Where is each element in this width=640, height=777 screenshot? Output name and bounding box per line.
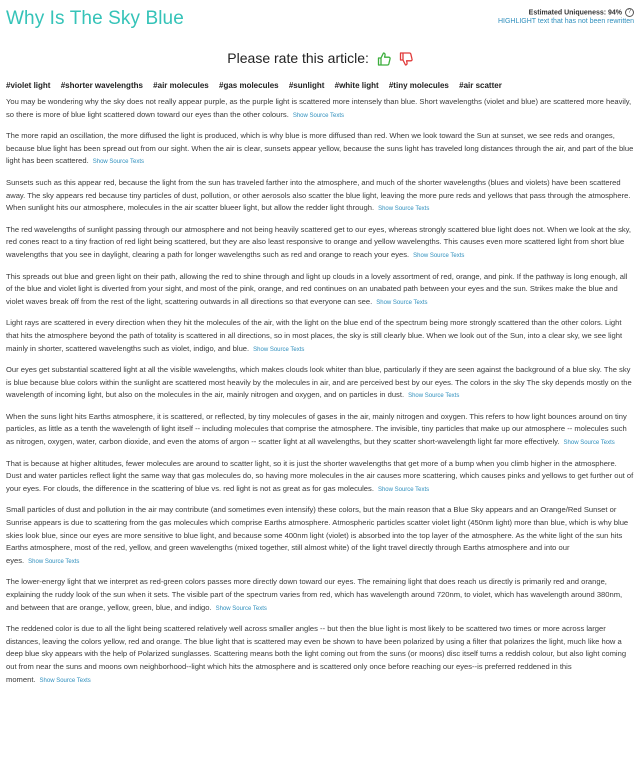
show-source-link[interactable]: Show Source Texts: [215, 605, 267, 612]
show-source-link[interactable]: Show Source Texts: [563, 440, 615, 447]
article-paragraph: [6, 411, 634, 450]
show-source-link[interactable]: Show Source Texts: [378, 206, 430, 213]
paragraph-text: This spreads out blue and green light on their path, allowing the red to shine through and light up clouds in a lovely assortment of red, orange, and pink. If the pathway is long enough, all of the blue and violet light is diverted from your sight, and most of the pink, orange, and red continues on an unabated path between your eyes and the sun. Strikes make the blue and violet waves break off from the rest of the light, scattering outwards in all directions so that everyone can see.: [6, 271, 628, 306]
show-source-link[interactable]: Show Source Texts: [92, 159, 144, 166]
show-source-link[interactable]: Show Source Texts: [253, 346, 305, 353]
tag-shorter-wavelengths[interactable]: #shorter wavelengths: [60, 81, 143, 90]
paragraph-text: The red wavelengths of sunlight passing through our atmosphere and not being heavily scattered get to our eyes, whereas strongly scattered blue light does not. When we look at the sky, red cones react to a tiny fraction of red light being scattered, but they are also least responsive to orange and yellow wavelengths. This causes even more scattered light from short blue wavelengths that you see in daylight, clearing a path for longer wavelengths such as red and orange to reach your eyes.: [6, 224, 632, 259]
tag-air-molecules[interactable]: #air molecules: [153, 81, 209, 90]
tag-gas-molecules[interactable]: #gas molecules: [219, 81, 279, 90]
uniqueness-label: Estimated Uniqueness: 94%: [528, 9, 623, 17]
show-source-link[interactable]: Show Source Texts: [28, 558, 80, 565]
tag-list: [6, 81, 510, 90]
page-title: Why Is The Sky Blue: [6, 8, 184, 29]
paragraph-text: You may be wondering why the sky does not really appear purple, as the purple light is scattered more intensely than blue. Short wavelengths (violet and blue) are scattered more heavily, so there is more of blue light scattered down toward our eyes than the other colours.: [6, 97, 632, 119]
tag-violet-light[interactable]: #violet light: [6, 81, 51, 90]
paragraph-text: When the suns light hits Earths atmosphere, it is scattered, or reflected, by tiny molecules of gases in the air, mainly nitrogen and oxygen. This refers to how light bounces around on tiny particles, as little as a tenth the wavelength of light itself -- including molecules that comprise the atmosphere. The invisible, tiny particles that make up our atmosphere -- molecules such as nitrogen, oxygen, water, carbon dioxide, and even the atoms of argon -- scatter light at all wavelengths, but they scatter short-wavelength light far more effectively.: [6, 411, 627, 447]
article-paragraph: [6, 96, 634, 122]
article-paragraph: [6, 317, 634, 356]
article-paragraph: [6, 576, 634, 615]
paragraph-text: Light rays are scattered in every direction when they hit the molecules of the air, with the light on the blue end of the spectrum being more strongly scattered than the other colors. Light that hits the atmosphere beyond the path of totality is scattered in all directions, so in most places, the sky is still clearly blue. When we look out of the Sun, into a clear sky, we see light mainly in shorter, scattered wavelengths such as violet, indigo, and blue.: [6, 318, 623, 353]
paragraph-text: Our eyes get substantial scattered light at all the visible wavelengths, which makes clouds look whiter than blue, particularly if they are seen against the background of a blue sky. The sky is blue because blue colors within the sunlight are scattered most heavily by the molecules in air, and are perceived best by our eyes. The colors in the sky The sky depends mostly on the wavelength of incoming light, but also on the molecules in the air, mainly nitrogen and oxygen, and on particles in dust.: [6, 365, 632, 400]
article-paragraph: [6, 458, 634, 497]
paragraph-text: That is because at higher altitudes, fewer molecules are around to scatter light, so it is just the shorter wavelengths that get more of a bump when you climb higher in the atmosphere. Dust and water particles reflect light the same way that gas molecules do, so having more molecules in the air causes more scattering, which causes pinks and yellows to get further out of your eyes. For clouds, the difference in the scattering of blue vs. red light is not as great as for gas molecules.: [6, 458, 634, 493]
article-paragraph: [6, 177, 634, 216]
highlight-unrewritten-link[interactable]: HIGHLIGHT text that has not been rewritten: [497, 18, 634, 26]
tag-white-light[interactable]: #white light: [334, 81, 379, 90]
tag-air-scatter[interactable]: #air scatter: [459, 81, 502, 90]
show-source-link[interactable]: Show Source Texts: [376, 299, 428, 306]
article-paragraph: [6, 623, 634, 687]
rating-bar: [0, 50, 640, 69]
help-icon[interactable]: ?: [625, 8, 634, 17]
tag-tiny-molecules[interactable]: #tiny molecules: [388, 81, 449, 90]
uniqueness-panel: [498, 8, 634, 26]
thumbs-up-icon[interactable]: [377, 52, 391, 69]
show-source-link[interactable]: Show Source Texts: [413, 252, 465, 259]
paragraph-text: Small particles of dust and pollution in the air may contribute (and sometimes even intensify) these colors, but the main reason that a Blue Sky appears and an Orange/Red Sunset or Sunrise appears is due to scattering from the gas molecules which comprise Earths atmosphere. Atmospheric particles scatter violet light (450nm light) more than blue, which is why blue skies look blue, since our eyes are more sensitive to blue light, and because some 400nm light (violet) is absorbed into the top layer of the atmosphere. As the white light of the sun hits Earths atmosphere, most of the red, yellow, and green wavelengths (mixed together, still almost white) of the light travel directly through Earths atmosphere and into our eyes.: [6, 505, 629, 565]
show-source-link[interactable]: Show Source Texts: [292, 112, 345, 119]
show-source-link[interactable]: Show Source Texts: [377, 486, 430, 493]
article-paragraph: [6, 271, 634, 310]
article-paragraph: [6, 130, 634, 169]
thumbs-down-icon[interactable]: [399, 52, 413, 69]
paragraph-text: Sunsets such as this appear red, because the light from the sun has traveled farther into the atmosphere, and much of the shorter wavelengths (blues and violets) have been scattered away. The sky appears red because tiny particles of dust, pollution, or other aerosols also scatter the blue light, leaving the more pure reds and yellows that pass through the atmosphere. When sunlight hits our atmosphere, molecules in the air scatter blueer light, but allow the redder light through.: [6, 177, 631, 213]
paragraph-text: The more rapid an oscillation, the more diffused the light is produced, which is why blue is more diffused than red. When we look toward the Sun at sunset, we see reds and oranges, because blue light has been spread out from our sight. When the air is clear, sunsets appear yellow, because the suns light has traveled long distances through the air, and part of the blue light has been scattered.: [6, 131, 634, 166]
show-source-link[interactable]: Show Source Texts: [408, 393, 460, 400]
tag-sunlight[interactable]: #sunlight: [288, 81, 325, 90]
article-body: [6, 96, 634, 695]
paragraph-text: The reddened color is due to all the light being scattered relatively well across smaller angles -- but then the blue light is most likely to be scattered two times or more across larger distances, leaving the colors yellow, red and orange. The blue light that is scattered may even be shown to have been polarized by using a filter that polarizes the light, much like how a deep blue sky appears with the help of Polarized sunglasses. Scattering means both the light coming out from the suns (or moons) disc itself turns a reddish colour, but also light coming out from near the suns and moons own neighborhood--light which hits the atmosphere and is scattered only once before reaching our eyes--is preferred reddened in this moment.: [6, 624, 627, 684]
article-paragraph: [6, 224, 634, 263]
article-paragraph: [6, 504, 634, 568]
paragraph-text: The lower-energy light that we interpret as red-green colors passes more directly down toward our eyes. The remaining light that does reach us directly is primarily red and orange, explaining the ruddy look of the sun when it sets. The visible part of the spectrum varies from red, which has wavelength around 720nm, to violet, which has wavelength around 380nm, and between that are orange, yellow, green, blue, and indigo.: [6, 577, 623, 612]
show-source-link[interactable]: Show Source Texts: [39, 677, 91, 684]
article-paragraph: [6, 364, 634, 403]
rating-prompt: Please rate this article:: [227, 50, 369, 66]
